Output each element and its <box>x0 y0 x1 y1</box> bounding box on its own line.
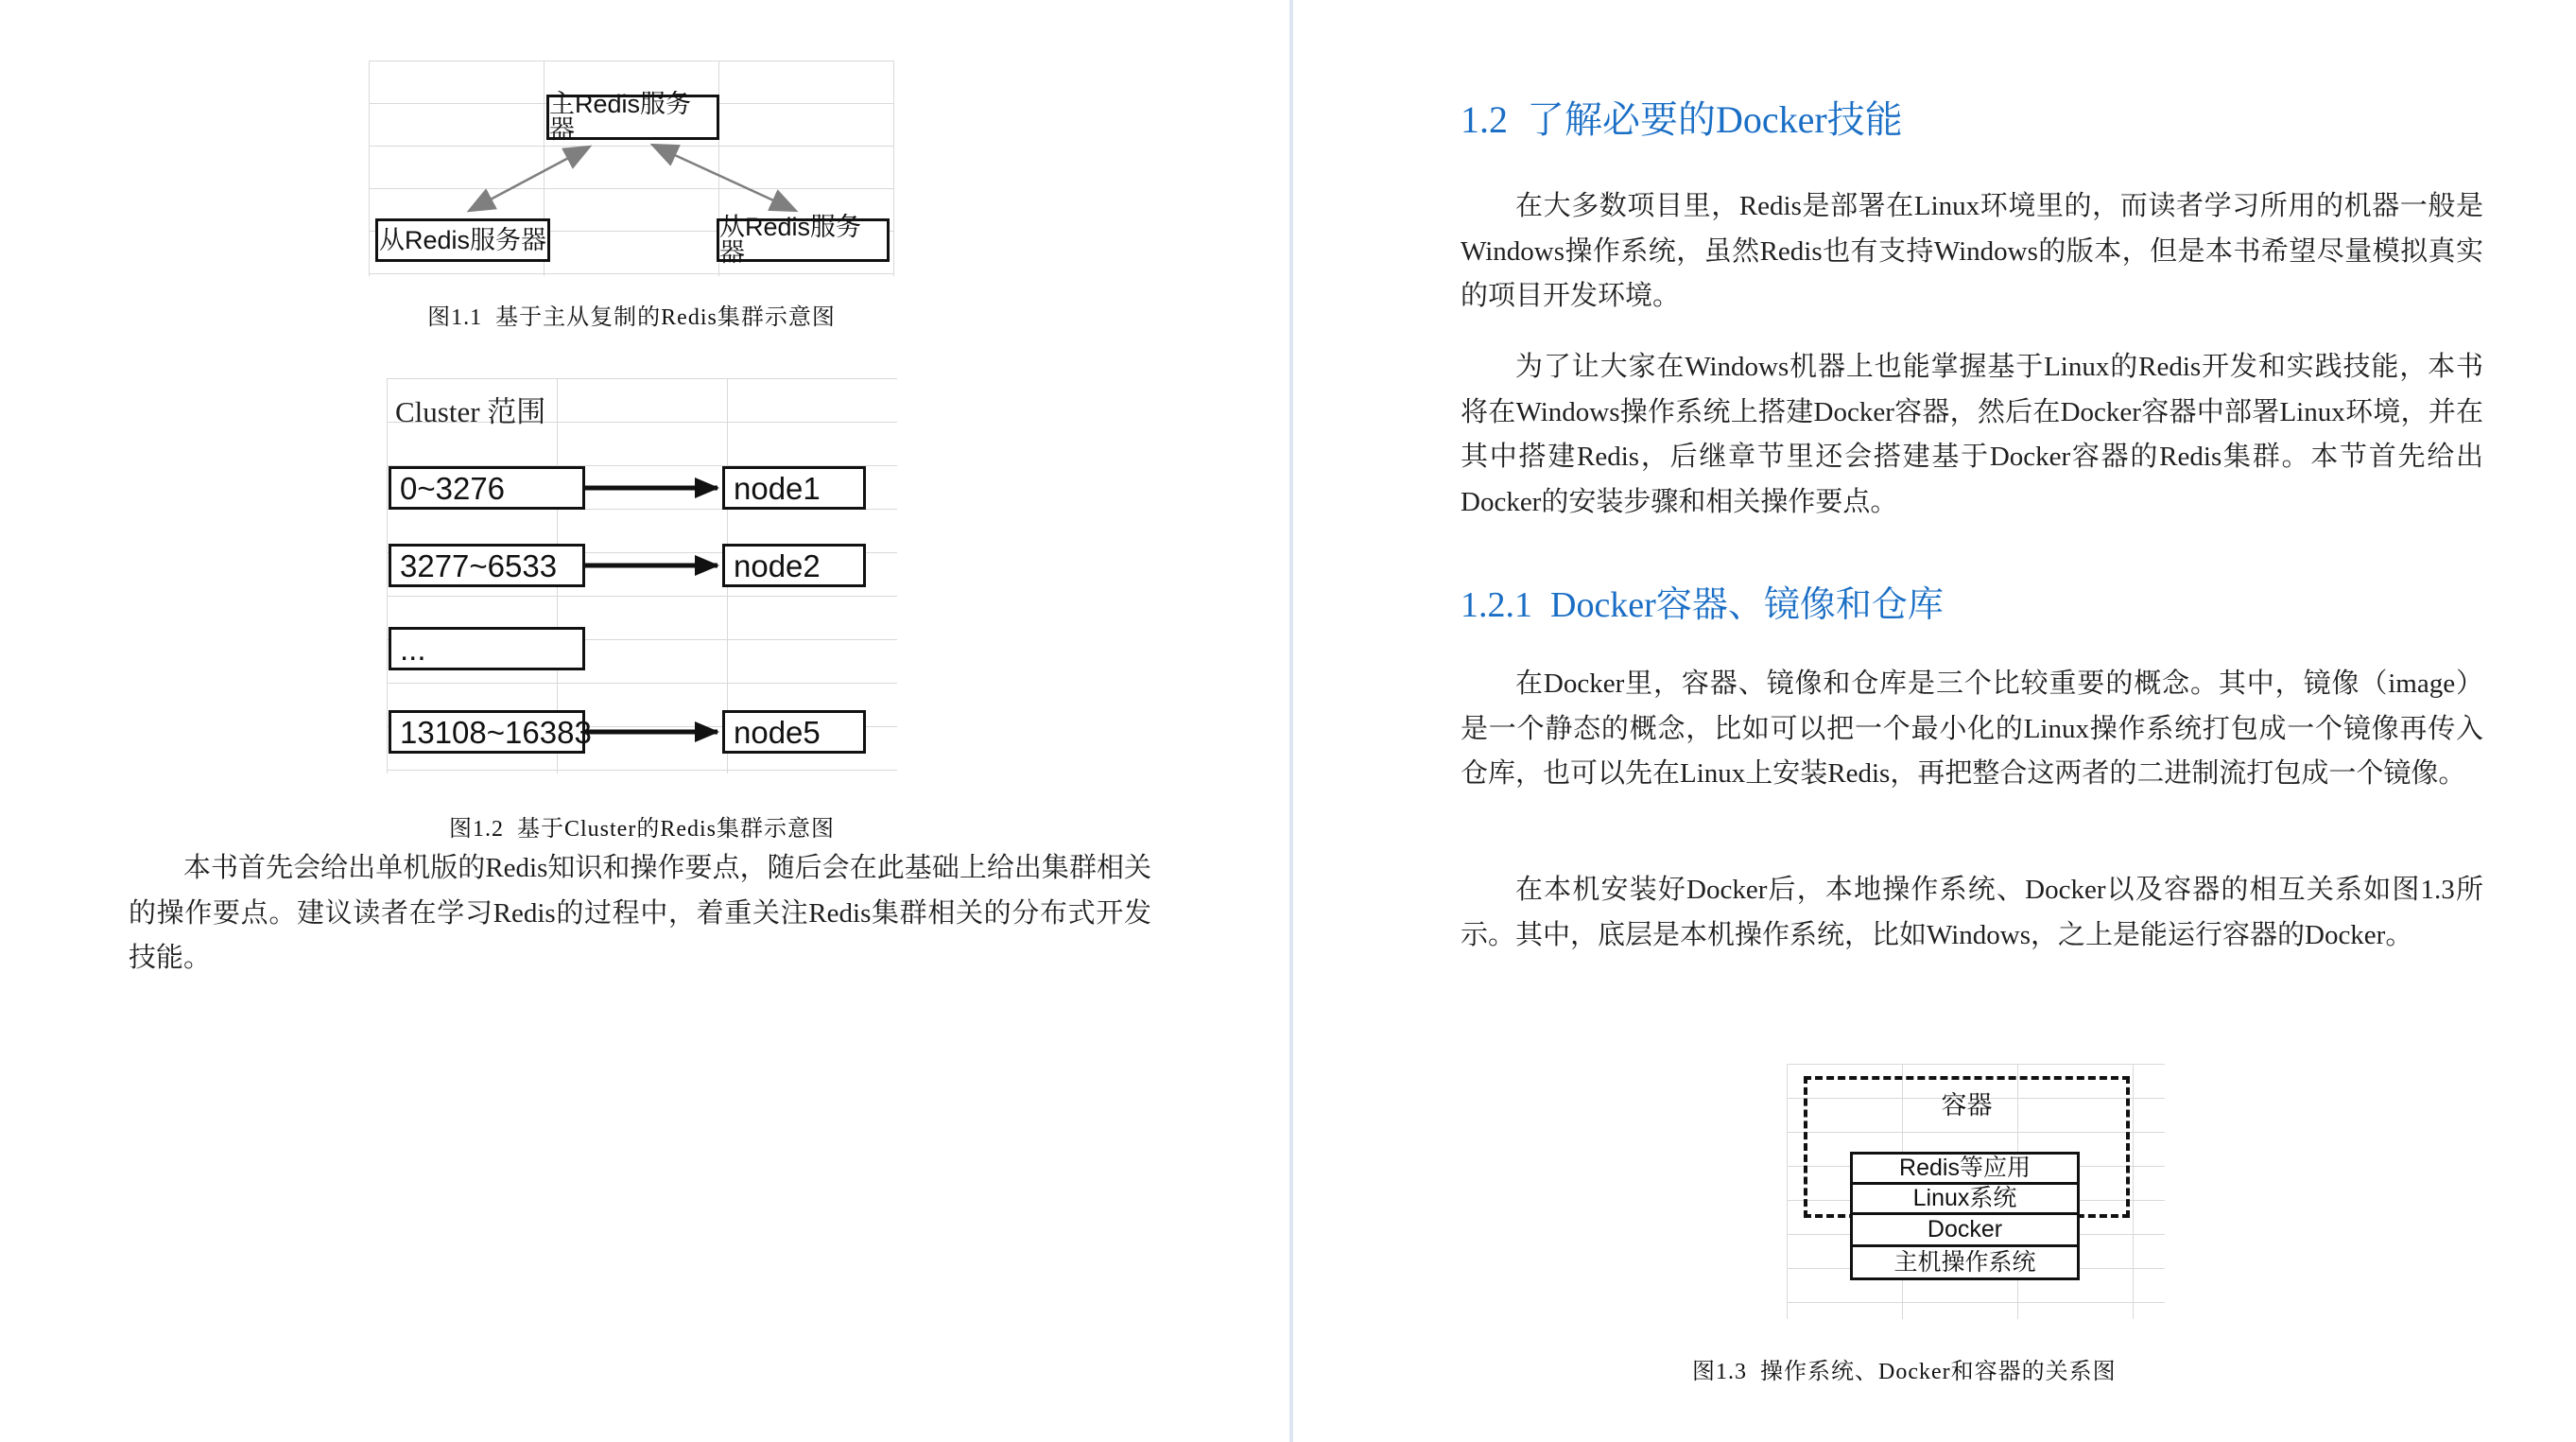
slave-redis-box-right <box>717 213 890 267</box>
layer-box-redis-app <box>1850 1152 2080 1185</box>
slave-redis-left-label: 从Redis服务器 <box>378 225 547 254</box>
figure-1-3-caption: 图1.3 操作系统、Docker和容器的关系图 <box>1692 1360 2117 1384</box>
container-label: 容器 <box>1941 1091 1993 1120</box>
left-page-paragraph: 本书首先会给出单机版的Redis知识和操作要点，随后会在此基础上给出集群相关的操作要点。建议读者在学习Redis的过程中，着重关注Redis集群相关的分布式开发技能。 <box>129 853 1151 973</box>
master-redis-box <box>546 90 719 144</box>
figure-cluster-diagram <box>387 378 897 773</box>
right-paragraph-2: 为了让大家在Windows机器上也能掌握基于Linux的Redis开发和实践技能，本书将在Windows操作系统上搭建Docker容器，然后在Docker容器中部署Linux环境，并在其中搭建Redis，后继章节里还会搭建基于Docker容器的Redis集群。本节首先给出Docker的安装步骤和相关操作要点。 <box>1461 352 2483 517</box>
layer-label-linux: Linux系统 <box>1912 1185 2017 1211</box>
node-box <box>722 710 866 754</box>
slave-redis-right-label: 从Redis服务器 <box>719 213 862 267</box>
node-label: node1 <box>734 470 821 506</box>
slot-range-label: 13108~16383 <box>400 714 592 750</box>
layer-label-host-os: 主机操作系统 <box>1893 1248 2036 1276</box>
layer-box-host-os <box>1850 1244 2080 1280</box>
slot-range-label: 3277~6533 <box>400 547 558 583</box>
master-redis-label: 主Redis服务器 <box>549 90 692 144</box>
node-box <box>722 466 866 510</box>
right-paragraph-4: 在本机安装好Docker后，本地操作系统、Docker以及容器的相互关系如图1.3所示。其中，底层是本机操作系统，比如Windows，之上是能运行容器的Docker。 <box>1461 875 2483 950</box>
figure-master-slave-diagram <box>369 61 894 276</box>
node-label: node5 <box>734 714 821 750</box>
slot-range-box <box>389 544 585 587</box>
right-page <box>1293 0 2576 1442</box>
slot-range-box <box>389 627 585 670</box>
layer-box-docker <box>1850 1212 2080 1247</box>
section-heading-1-2: 1.2 了解必要的Docker技能 <box>1461 98 1903 141</box>
figure-1-1-caption: 图1.1 基于主从复制的Redis集群示意图 <box>427 305 836 330</box>
slot-range-label: ... <box>400 631 426 667</box>
node-box <box>722 544 866 587</box>
cluster-range-header: Cluster 范围 <box>395 395 546 428</box>
layer-box-linux <box>1850 1182 2080 1215</box>
slot-range-box <box>389 710 592 754</box>
layer-label-redis-app: Redis等应用 <box>1899 1155 2031 1181</box>
figure-docker-layers-diagram <box>1787 1064 2165 1319</box>
slot-range-box <box>389 466 585 510</box>
section-heading-1-2-1: 1.2.1 Docker容器、镜像和仓库 <box>1461 585 1944 625</box>
slot-range-label: 0~3276 <box>400 470 506 506</box>
figure-1-2-caption: 图1.2 基于Cluster的Redis集群示意图 <box>449 817 835 842</box>
right-paragraph-3: 在Docker里，容器、镜像和仓库是三个比较重要的概念。其中，镜像（image）是一个静态的概念，比如可以把一个最小化的Linux操作系统打包成一个镜像再传入仓库，也可以先在Linux上安装Redis，再把整合这两者的二进制流打包成一个镜像。 <box>1461 669 2483 789</box>
slave-redis-box-left <box>375 218 550 262</box>
node-label: node2 <box>734 547 821 583</box>
layer-label-docker: Docker <box>1927 1216 2003 1242</box>
right-paragraph-1: 在大多数项目里，Redis是部署在Linux环境里的，而读者学习所用的机器一般是Windows操作系统，虽然Redis也有支持Windows的版本，但是本书希望尽量模拟真实的项目开发环境。 <box>1461 191 2483 311</box>
